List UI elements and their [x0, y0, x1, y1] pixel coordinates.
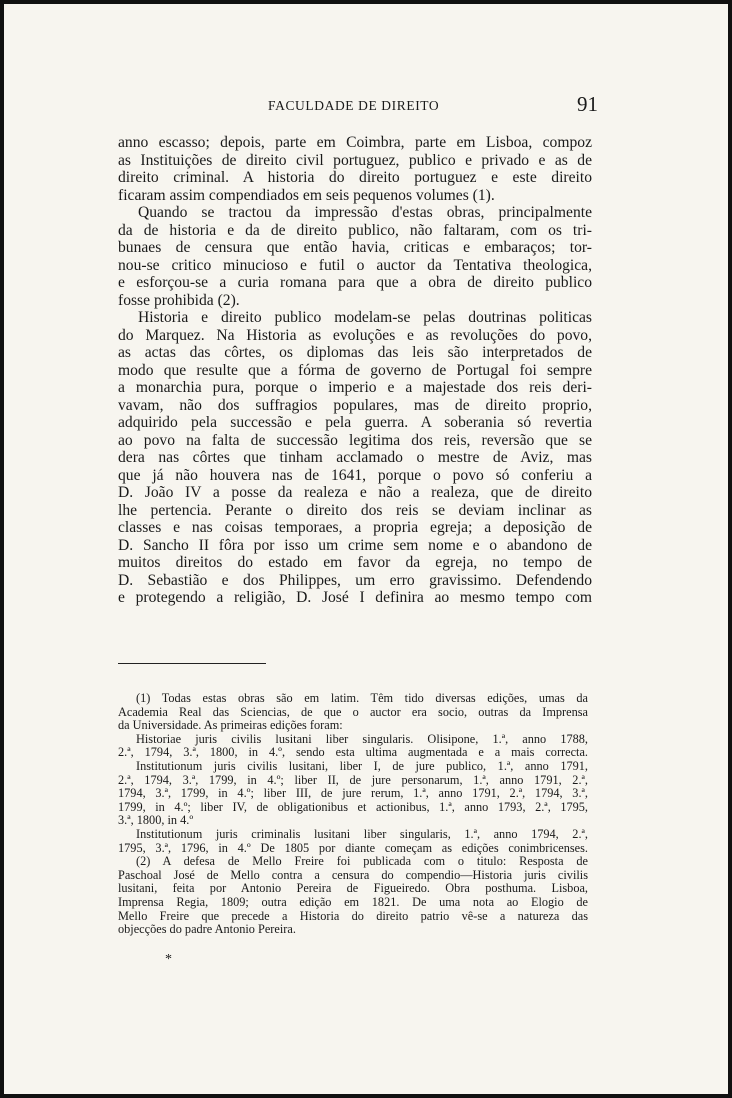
body-text — [118, 134, 592, 607]
body-line: anno escasso; depois, parte em Coimbra, parte em Lisboa, compoz — [118, 134, 592, 151]
body-line: D. Sancho II fôra por isso um crime sem nome e o abandono de — [118, 536, 592, 554]
body-line: fosse prohibida (2). — [118, 291, 240, 309]
body-line: a monarchia pura, porque o imperio e a majestade dos reis deri- — [118, 379, 592, 396]
body-line: Quando se tractou da impressão d'estas obras, principalmente — [138, 204, 592, 221]
footnote-line: Imprensa Regia, 1809; outra edição em 1821. De uma nota ao Elogio de — [118, 894, 588, 909]
body-line: direito criminal. A historia do direito portuguez e este direito — [118, 169, 592, 186]
footnote-line: (2) A defesa de Mello Freire foi publicada com o titulo: Resposta de — [136, 854, 588, 869]
body-line: e protegendo a religião, D. José I definira ao mesmo tempo com — [118, 589, 592, 606]
footnote-line: Mello Freire que precede a Historia do direito patrio vê-se a natureza das — [118, 908, 588, 923]
footnote-line: 3.ª, 1800, in 4.º — [118, 813, 194, 828]
footnote-line: Academia Real das Sciencias, de que o auctor era socio, outras da Imprensa — [118, 704, 588, 719]
printer-mark: * — [165, 952, 172, 967]
body-line: as Instituições de direito civil portuguez, publico e privado e as de — [118, 151, 592, 169]
page-number: 91 — [577, 92, 598, 116]
body-line: muitos direitos do estado em favor da egreja, no tempo de — [118, 554, 592, 571]
body-line: da de historia e da de direito publico, não faltaram, com os tri- — [118, 221, 592, 239]
footnote-line: Institutionum juris civilis lusitani, liber I, de jure publico, 1.ª, anno 1791, — [136, 758, 588, 773]
running-head: FACULDADE DE DIREITO — [268, 98, 440, 113]
body-line: que já não houvera nas de 1641, porque o povo só conferiu a — [118, 466, 592, 484]
footnote-rule — [118, 663, 266, 664]
footnote-line: da Universidade. As primeiras edições foram: — [118, 718, 343, 733]
footnote-line: 1799, in 4.º; liber IV, de obligationibus et actionibus, 1.ª, anno 1793, 2.ª, 1795, — [118, 799, 588, 814]
footnote-line: Institutionum juris criminalis lusitani liber singularis, 1.ª, anno 1794, 2.ª, — [136, 826, 588, 841]
body-line: modo que resulte que a fórma de governo de Portugal foi sempre — [118, 361, 592, 379]
footnotes — [118, 692, 588, 937]
body-line: dera nas côrtes que tinham acclamado o mestre de Aviz, mas — [118, 449, 592, 466]
body-line: vavam, não dos suffragios populares, mas de direito proprio, — [118, 396, 592, 414]
footnote-line: 1795, 3.ª, 1796, in 4.º De 1805 por diante começam as edições conimbricenses. — [118, 840, 588, 855]
footnote-line: Historiae juris civilis lusitani liber singularis. Olisipone, 1.ª, anno 1788, — [136, 731, 588, 746]
body-line: nou-se critico minucioso e futil o auctor da Tentativa theologica, — [118, 256, 592, 274]
footnote-line: (1) Todas estas obras são em latim. Têm tido diversas edições, umas da — [136, 691, 588, 705]
footnote-line: 2.ª, 1794, 3.ª, 1800, in 4.º, sendo esta ultima augmentada e a mais correcta. — [118, 745, 588, 760]
page-header — [118, 92, 598, 120]
body-line: bunaes de censura que então havia, criticas e embaraços; tor- — [118, 239, 592, 256]
body-line: classes e nas coisas temporaes, a propria egreja; a deposição de — [118, 519, 592, 536]
body-line: e esforçou-se a curia romana para que a obra de direito publico — [118, 274, 592, 291]
body-line: lhe pertencia. Perante o direito dos reis se deviam inclinar as — [118, 501, 592, 519]
footnote-line: lusitani, feita por Antonio Pereira de Figueiredo. Obra posthuma. Lisboa, — [118, 881, 588, 896]
body-line: D. João IV a posse da realeza e não a realeza, que de direito — [118, 484, 592, 501]
body-line: as actas das côrtes, os diplomas das leis são interpretados de — [118, 344, 592, 361]
body-line: D. Sebastião e dos Philippes, um erro gravissimo. Defendendo — [118, 571, 592, 589]
footnote-line: 2.ª, 1794, 3.ª, 1799, in 4.º; liber II, de jure personarum, 1.ª, anno 1791, 2.ª, — [118, 772, 588, 787]
footnote-line: 1794, 3.ª, 1799, in 4.º; liber III, de jure rerum, 1.ª, anno 1791, 2.ª, 1794, 3.ª, — [118, 786, 588, 801]
body-line: Historia e direito publico modelam-se pelas doutrinas politicas — [138, 309, 592, 326]
footnote-line: Paschoal José de Mello contra a censura do compendio—Historia juris civilis — [118, 867, 588, 882]
body-line: ficaram assim compendiados em seis pequenos volumes (1). — [118, 186, 495, 204]
body-line: ao povo na falta de successão legitima dos reis, reversão que se — [118, 431, 592, 449]
body-line: do Marquez. Na Historia as evoluções e as revoluções do povo, — [118, 326, 592, 344]
footnote-line: objecções do padre Antonio Pereira. — [118, 922, 296, 937]
body-line: adquirido pela successão e pela guerra. A soberania só revertia — [118, 414, 592, 431]
